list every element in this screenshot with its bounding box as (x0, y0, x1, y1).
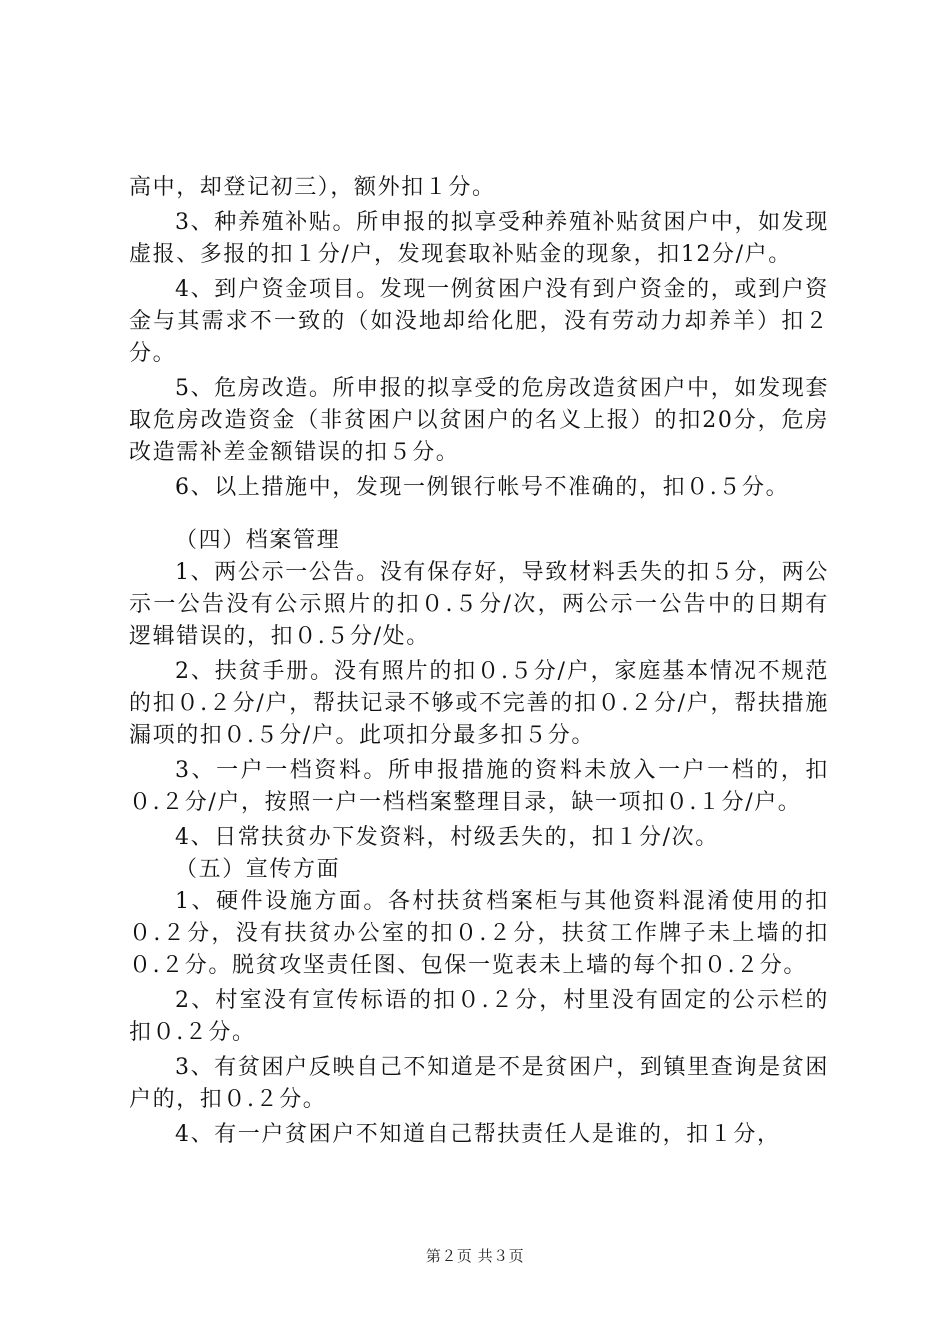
paragraph-planting-subsidy: 3、种养殖补贴。所申报的拟享受种养殖补贴贫困户中，如发现虚报、多报的扣１分/户，发现套取补贴金的现象，扣12分/户。 (129, 210, 829, 267)
paragraph-village-slogans: 2、村室没有宣传标语的扣０.２分，村里没有固定的公示栏的扣０.２分。 (129, 988, 829, 1045)
paragraph-hardware-facilities: 1、硬件设施方面。各村扶贫档案柜与其他资料混淆使用的扣０.２分，没有扶贫办公室的扣０.２分，扶贫工作牌子未上墙的扣０.２分。脱贫攻坚责任图、包保一览表未上墙的每个扣０.２分。 (129, 889, 829, 978)
paragraph-household-funds: 4、到户资金项目。发现一例贫困户没有到户资金的，或到户资金与其需求不一致的（如没地却给化肥，没有劳动力却养羊）扣２分。 (129, 277, 829, 366)
page-footer: 第２页 共３页 (425, 1247, 525, 1265)
paragraph-continuation: 高中，却登记初三），额外扣１分。 (129, 175, 496, 200)
section-heading-publicity: （五）宣传方面 (175, 857, 341, 882)
paragraph-responsible-person: 4、有一户贫困户不知道自己帮扶责任人是谁的，扣１分， (175, 1122, 781, 1147)
paragraph-daily-materials: 4、日常扶贫办下发资料，村级丢失的，扣１分/次。 (175, 825, 719, 850)
paragraph-poverty-handbook: 2、扶贫手册。没有照片的扣０.５分/户，家庭基本情况不规范的扣０.２分/户，帮扶记录不够或不完善的扣０.２分/户，帮扶措施漏项的扣０.５分/户。此项扣分最多扣５分。 (129, 659, 829, 748)
paragraph-public-notice: 1、两公示一公告。没有保存好，导致材料丢失的扣５分，两公示一公告没有公示照片的扣０.５分/次，两公示一公告中的日期有逻辑错误的，扣０.５分/处。 (129, 560, 829, 649)
document-body (129, 172, 829, 1154)
paragraph-household-files: 3、一户一档资料。所申报措施的资料未放入一户一档的，扣０.２分/户，按照一户一档档案整理目录，缺一项扣０.１分/户。 (129, 758, 829, 815)
section-heading-archives: （四）档案管理 (175, 528, 341, 553)
paragraph-household-awareness: 3、有贫困户反映自己不知道是不是贫困户，到镇里查询是贫困户的，扣０.２分。 (129, 1055, 829, 1112)
paragraph-housing-renovation: 5、危房改造。所申报的拟享受的危房改造贫困户中，如发现套取危房改造资金（非贫困户以贫困户的名义上报）的扣20分，危房改造需补差金额错误的扣５分。 (129, 376, 829, 465)
paragraph-bank-account: 6、以上措施中，发现一例银行帐号不准确的，扣０.５分。 (175, 475, 790, 500)
